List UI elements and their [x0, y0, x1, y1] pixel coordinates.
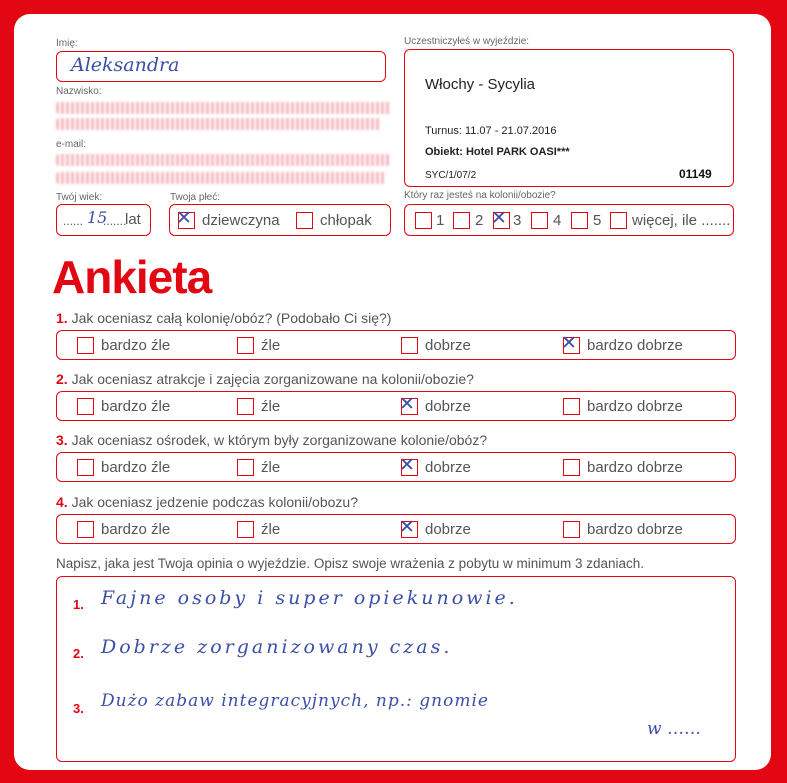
trip-obiekt: Obiekt: Hotel PARK OASI*** [425, 146, 570, 158]
times-field: 1 2 ✕ 3 4 5 więcej, ile ....... [404, 204, 734, 236]
question-1: 1. Jak oceniasz całą kolonię/obóz? (Podobało Ci się?) [56, 310, 392, 326]
question-2: 2. Jak oceniasz atrakcje i zajęcia zorganizowane na kolonii/obozie? [56, 371, 474, 387]
trip-code: SYC/1/07/2 [425, 170, 477, 181]
opinion-line-3-cont: w …… [647, 719, 701, 739]
q3-option-label: bardzo dobrze [587, 459, 683, 476]
gender-option-boy: chłopak [320, 212, 372, 229]
q2-checkbox-2[interactable] [237, 398, 254, 415]
q4-option-label: dobrze [425, 521, 471, 538]
q2-checkbox-1[interactable] [77, 398, 94, 415]
times-checkbox-1[interactable] [415, 212, 432, 229]
q4-option-label: źle [261, 521, 281, 538]
check-mark-icon: ✕ [491, 207, 507, 229]
trip-label: Uczestniczyłeś w wyjeździe: [404, 36, 530, 47]
check-mark-icon: ✕ [399, 393, 415, 415]
times-checkbox-more[interactable] [610, 212, 627, 229]
q2-option-label: bardzo źle [101, 398, 171, 415]
times-checkbox-5[interactable] [571, 212, 588, 229]
gender-checkbox-girl[interactable] [176, 207, 195, 229]
name-field[interactable] [56, 51, 386, 82]
opinion-line-3: Dużo zabaw integracyjnych, np.: gnomie [101, 691, 489, 711]
q1-option-label: bardzo dobrze [587, 337, 683, 354]
times-checkbox-3[interactable] [491, 207, 510, 229]
question-3: 3. Jak oceniasz ośrodek, w którym były zorganizowane kolonie/obóz? [56, 432, 488, 448]
question-4: 4. Jak oceniasz jedzenie podczas kolonii/obozu? [56, 494, 358, 510]
question-3-options [56, 452, 736, 482]
opinion-line-1: Fajne osoby i super opiekunowie. [101, 587, 518, 609]
q3-checkbox-3[interactable] [399, 454, 418, 476]
check-mark-icon: ✕ [399, 516, 415, 538]
gender-label: Twoja płeć: [170, 192, 221, 203]
q1-checkbox-3[interactable] [401, 337, 418, 354]
q4-option-label: bardzo dobrze [587, 521, 683, 538]
q4-checkbox-4[interactable] [563, 521, 580, 538]
age-field[interactable]: ...... 15 ....... lat [56, 204, 151, 236]
question-4-options [56, 514, 736, 544]
times-checkbox-4[interactable] [531, 212, 548, 229]
q4-option-label: bardzo źle [101, 521, 171, 538]
age-unit: lat [125, 211, 141, 228]
check-mark-icon: ✕ [561, 332, 577, 354]
check-mark-icon: ✕ [176, 207, 192, 229]
gender-option-girl: dziewczyna [202, 212, 280, 229]
q2-checkbox-3[interactable] [399, 393, 418, 415]
email-label: e-mail: [56, 139, 87, 150]
q3-option-label: źle [261, 459, 281, 476]
name-value: Aleksandra [71, 54, 180, 76]
trip-destination: Włochy - Sycylia [425, 76, 536, 93]
q1-option-label: dobrze [425, 337, 471, 354]
q2-checkbox-4[interactable] [563, 398, 580, 415]
q3-checkbox-4[interactable] [563, 459, 580, 476]
age-label: Twój wiek: [56, 192, 103, 203]
survey-sheet [14, 14, 771, 770]
q1-checkbox-2[interactable] [237, 337, 254, 354]
times-label: Który raz jesteś na kolonii/obozie? [404, 190, 556, 201]
times-checkbox-2[interactable] [453, 212, 470, 229]
q3-checkbox-2[interactable] [237, 459, 254, 476]
opinion-line-2: Dobrze zorganizowany czas. [101, 636, 453, 658]
q2-option-label: bardzo dobrze [587, 398, 683, 415]
name-label: Imię: [56, 38, 78, 49]
trip-number: 01149 [679, 167, 712, 181]
q1-checkbox-1[interactable] [77, 337, 94, 354]
surname-label: Nazwisko: [56, 86, 102, 97]
q2-option-label: źle [261, 398, 281, 415]
question-2-options [56, 391, 736, 421]
surname-field[interactable] [56, 98, 391, 138]
age-value: 15 [87, 208, 108, 227]
q4-checkbox-2[interactable] [237, 521, 254, 538]
q1-option-label: bardzo źle [101, 337, 171, 354]
opinion-field[interactable]: 1. Fajne osoby i super opiekunowie. 2. Dobrze zorganizowany czas. 3. Dużo zabaw integracyjnych, np.: gnomie w …… [56, 576, 736, 762]
opinion-prompt: Napisz, jaka jest Twoja opinia o wyjeździe. Opisz swoje wrażenia z pobytu w minimum 3 zdaniach. [56, 556, 645, 571]
q1-option-label: źle [261, 337, 281, 354]
page-title: Ankieta [52, 251, 212, 303]
q3-option-label: dobrze [425, 459, 471, 476]
q4-checkbox-1[interactable] [77, 521, 94, 538]
q3-option-label: bardzo źle [101, 459, 171, 476]
q3-checkbox-1[interactable] [77, 459, 94, 476]
email-field[interactable] [56, 150, 391, 190]
gender-checkbox-boy[interactable] [296, 212, 313, 229]
q4-checkbox-3[interactable] [399, 516, 418, 538]
trip-box [404, 49, 734, 187]
gender-field [169, 204, 391, 236]
q1-checkbox-4[interactable] [561, 332, 580, 354]
q2-option-label: dobrze [425, 398, 471, 415]
trip-turnus: Turnus: 11.07 - 21.07.2016 [425, 125, 557, 137]
question-1-options [56, 330, 736, 360]
check-mark-icon: ✕ [399, 454, 415, 476]
